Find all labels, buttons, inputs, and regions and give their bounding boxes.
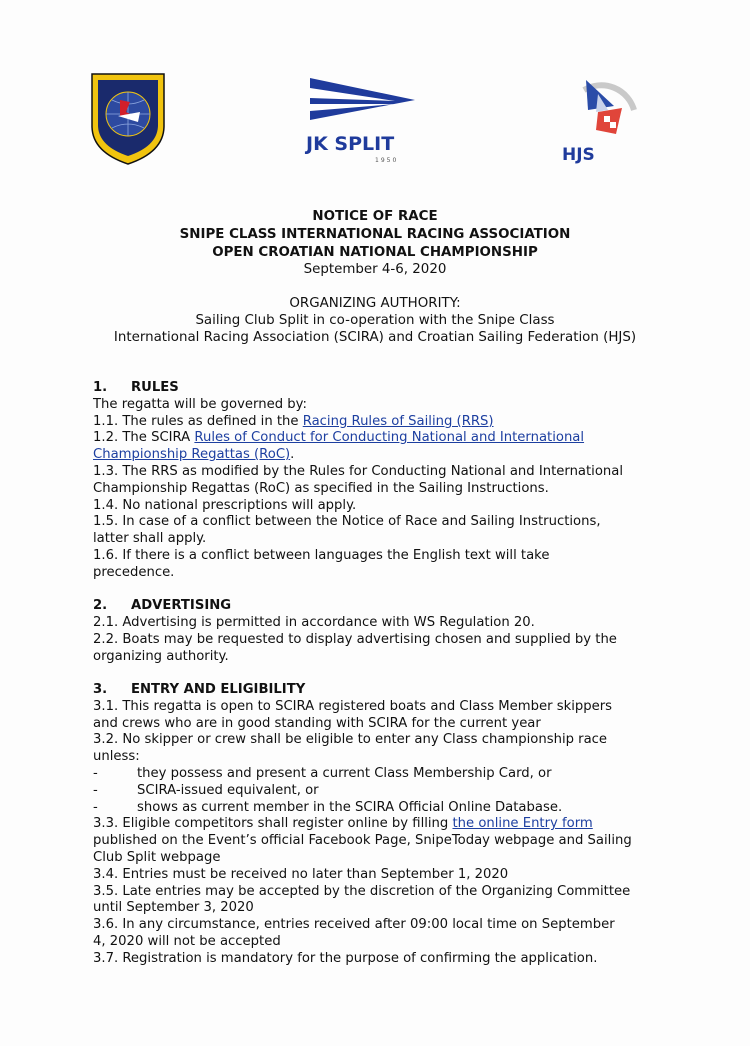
section-number: 1.: [93, 380, 108, 395]
bullet-dash: -: [93, 782, 98, 798]
eligibility-bullet: [93, 766, 663, 783]
hjs-name-text: HJS: [562, 145, 595, 165]
bullet-dash: -: [93, 765, 98, 781]
jk-name-text: JK SPLIT: [306, 133, 395, 155]
ad-2-2: 2.2. Boats may be requested to display advertising chosen and supplied by the: [93, 631, 617, 647]
rules-intro: The regatta will be governed by:: [93, 396, 307, 412]
rule-1-6: 1.6. If there is a conflict between languages the English text will take: [93, 547, 550, 563]
jk-split-logo: [300, 70, 425, 165]
rule-1-5: 1.5. In case of a conflict between the Notice of Race and Sailing Instructions,: [93, 514, 601, 530]
entry-3-6-cont: 4, 2020 will not be accepted: [93, 933, 281, 949]
section-heading: RULES: [131, 380, 179, 395]
section-heading: ENTRY AND ELIGIBILITY: [131, 681, 306, 697]
section-heading: ADVERTISING: [131, 598, 232, 614]
entry-3-5-cont: until September 3, 2020: [93, 900, 254, 916]
section-title-advertising: [93, 598, 663, 615]
eligibility-bullet: [93, 783, 663, 800]
entry-3-6: 3.6. In any circumstance, entries received after 09:00 local time on September: [93, 917, 615, 933]
entry-3-1: 3.1. This regatta is open to SCIRA registered boats and Class Member skippers: [93, 698, 613, 714]
rule-1-5-cont: latter shall apply.: [93, 531, 207, 547]
rule-1-6-cont: precedence.: [93, 564, 175, 580]
roc-link-cont[interactable]: Championship Regattas (RoC): [93, 447, 291, 463]
rule-1-4: 1.4. No national prescriptions will apply.: [93, 497, 357, 513]
entry-3-2: 3.2. No skipper or crew shall be eligible to enter any Class championship race: [93, 732, 608, 748]
entry-3-5: 3.5. Late entries may be accepted by the discretion of the Organizing Committee: [93, 883, 631, 899]
ad-2-2-cont: organizing authority.: [93, 648, 229, 664]
authority-line-1: Sailing Club Split in co-operation with the Snipe Class: [195, 313, 555, 328]
association-title: SNIPE CLASS INTERNATIONAL RACING ASSOCIATION: [179, 227, 571, 242]
authority-line-2: International Racing Association (SCIRA) and Croatian Sailing Federation (HJS): [113, 330, 637, 345]
rule-text: 1.1. The rules as defined in the: [93, 413, 303, 429]
rule-1-1: [93, 414, 663, 431]
championship-title: OPEN CROATIAN NATIONAL CHAMPIONSHIP: [212, 245, 538, 260]
scira-logo: [88, 70, 168, 166]
notice-title: NOTICE OF RACE: [312, 209, 438, 224]
eligibility-bullet: [93, 800, 663, 817]
rule-1-2-cont: [93, 447, 663, 464]
bullet-dash: -: [93, 799, 98, 815]
rule-1-2: [93, 430, 663, 447]
bullet-text: shows as current member in the SCIRA Official Online Database.: [137, 799, 563, 815]
entry-3-1-cont: and crews who are in good standing with SCIRA for the current year: [93, 715, 541, 731]
bullet-text: they possess and present a current Class Membership Card, or: [137, 765, 552, 781]
rrs-link[interactable]: Racing Rules of Sailing (RRS): [302, 413, 494, 429]
entry-3-3-cont: published on the Event’s official Facebook Page, SnipeToday webpage and Sailing: [93, 833, 632, 849]
jk-year-text: 1950: [375, 157, 399, 164]
roc-link[interactable]: Rules of Conduct for Conducting National and International: [194, 430, 585, 446]
authority-title: ORGANIZING AUTHORITY:: [289, 296, 461, 311]
ad-2-1: 2.1. Advertising is permitted in accordance with WS Regulation 20.: [93, 614, 535, 630]
rule-1-3-cont: Championship Regattas (RoC) as specified in the Sailing Instructions.: [93, 480, 549, 496]
section-number: 3.: [93, 681, 108, 697]
rule-1-3: 1.3. The RRS as modified by the Rules for Conducting National and International: [93, 463, 624, 479]
entry-3-3-cont2: Club Split webpage: [93, 849, 221, 865]
entry-3-4: 3.4. Entries must be received no later than September 1, 2020: [93, 866, 509, 882]
event-dates: September 4-6, 2020: [303, 262, 447, 277]
entry-text: 3.3. Eligible competitors shall register online by filling: [93, 816, 453, 832]
section-title-entry: [93, 682, 663, 699]
section-title-rules: [93, 380, 663, 397]
entry-3-2-cont: unless:: [93, 749, 140, 765]
hjs-logo: [558, 70, 642, 166]
rule-text: 1.2. The SCIRA: [93, 430, 195, 446]
notice-body: [93, 380, 663, 967]
rule-text: .: [290, 447, 295, 463]
entry-3-7: 3.7. Registration is mandatory for the purpose of confirming the application.: [93, 950, 598, 966]
entry-form-link[interactable]: the online Entry form: [452, 816, 593, 832]
entry-3-3: [93, 816, 663, 833]
section-number: 2.: [93, 598, 108, 614]
bullet-text: SCIRA-issued equivalent, or: [137, 782, 319, 798]
